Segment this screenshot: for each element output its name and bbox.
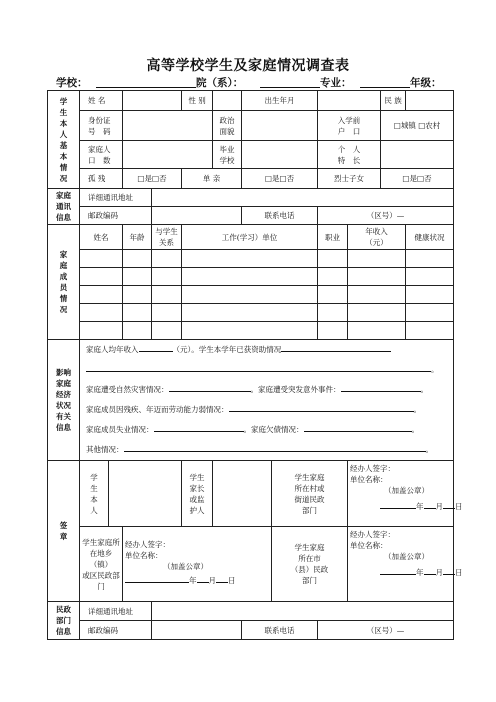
gender-label: 性 别 (182, 91, 213, 111)
town-month-label: 月 (208, 576, 217, 585)
contact-address-label: 详细通讯地址 (80, 189, 152, 207)
school-grad-field[interactable] (242, 141, 318, 169)
member-health-cell[interactable] (406, 268, 454, 286)
school-field[interactable] (96, 87, 196, 88)
member-name-cell[interactable] (80, 322, 123, 340)
street-seal-label: （加盖公章） (384, 486, 430, 495)
income-label: 家庭人均年收入 (86, 345, 139, 354)
member-name-cell[interactable] (80, 250, 123, 268)
header-fields (56, 75, 442, 91)
disaster-label: 家庭遭受自然灾害情况： (86, 385, 169, 394)
member-health-cell[interactable] (406, 322, 454, 340)
other-field[interactable] (124, 443, 426, 452)
town-unit-label: 单位名称： (125, 551, 163, 560)
county-office-sign-block[interactable] (348, 527, 463, 602)
period-1: 。 (431, 365, 439, 374)
member-health-cell[interactable] (406, 286, 454, 304)
member-occupation-cell[interactable] (318, 268, 348, 286)
debt-label: 。家庭欠债情况： (243, 425, 304, 434)
member-name-cell[interactable] (80, 268, 123, 286)
civil-postcode-label: 邮政编码 (80, 621, 152, 640)
disaster-field[interactable] (169, 383, 251, 392)
member-income-cell[interactable] (348, 322, 406, 340)
debt-field[interactable] (304, 423, 412, 432)
form-title: 高等学校学生及家庭情况调查表 (146, 58, 350, 74)
member-occupation-cell[interactable] (318, 322, 348, 340)
unemployment-line (86, 420, 449, 440)
member-health-cell[interactable] (406, 304, 454, 322)
town-office-label: 学生家庭所 在地乡（镇） 或区民政部 门 (80, 527, 123, 602)
street-year-label: 年 (416, 502, 424, 511)
street-month-field[interactable] (424, 500, 436, 509)
id-card-label: 身份证 号 码 (80, 111, 123, 141)
civil-phone-field[interactable]: （区号）— (318, 621, 454, 640)
members-header-income: 年收入 （元） (348, 225, 406, 250)
civil-section-label: 民政 部门 信息 (48, 602, 80, 640)
aid-continue-field[interactable] (86, 363, 431, 372)
school-label: 学校： (56, 77, 88, 89)
member-age-cell[interactable] (123, 268, 152, 286)
member-relation-cell[interactable] (152, 268, 182, 286)
signature-section-label: 签 章 (48, 461, 80, 602)
member-work-cell[interactable] (182, 250, 318, 268)
street-office-label: 学生家庭 所在村或 街道民政 部门 (272, 461, 348, 527)
student-sign-label: 学 生 本 人 (80, 461, 109, 527)
hukou-label: 入学前 户 口 (318, 111, 381, 141)
county-month-label: 月 (435, 568, 444, 577)
guardian-sign-label: 学生 家长 或监 护人 (182, 461, 213, 527)
members-header-work: 工作(学习）单位 (182, 225, 318, 250)
political-label: 政治 面貌 (213, 111, 242, 141)
other-label: 其他情况： (86, 445, 124, 454)
id-card-field[interactable] (123, 111, 213, 141)
member-work-cell[interactable] (182, 268, 318, 286)
civil-address-field[interactable] (152, 602, 454, 621)
members-header-age: 年龄 (123, 225, 152, 250)
income-field[interactable] (139, 343, 173, 352)
member-relation-cell[interactable] (152, 286, 182, 304)
members-header-occupation: 职业 (318, 225, 348, 250)
town-year-label: 年 (189, 576, 197, 585)
town-year-field[interactable] (125, 574, 189, 583)
period-4: 。 (411, 425, 419, 434)
town-agent-label: 经办人签字： (125, 540, 171, 549)
income-line (86, 340, 449, 360)
member-relation-cell[interactable] (152, 250, 182, 268)
school-grad-label: 毕业 学校 (213, 141, 242, 169)
member-work-cell[interactable] (182, 322, 318, 340)
grade-label: 年级： (410, 77, 442, 89)
single-parent-checkbox[interactable]: □是□否 (242, 169, 318, 189)
other-line (86, 440, 449, 460)
economy-content (80, 340, 454, 461)
contact-section-label: 家庭 通讯 信息 (48, 189, 80, 225)
town-seal-label: （加盖公章） (163, 562, 209, 571)
contact-postcode-label: 邮政编码 (80, 207, 152, 225)
member-row (48, 268, 454, 286)
unemployment-label: 家庭成员失业情况： (86, 425, 154, 434)
members-header-health: 健康状况 (406, 225, 454, 250)
economy-section-label: 影响 家庭 经济 状况 有关 信息 (48, 340, 80, 461)
major-field[interactable] (360, 87, 410, 88)
member-age-cell[interactable] (123, 286, 152, 304)
ethnicity-label: 民 族 (381, 91, 406, 111)
member-age-cell[interactable] (123, 250, 152, 268)
orphan-label: 孤 残 (80, 169, 123, 189)
member-work-cell[interactable] (182, 286, 318, 304)
aid-label: （元）。学生本学年已获资助情况 (172, 345, 282, 354)
members-header-relation: 与学生 关系 (152, 225, 182, 250)
member-occupation-cell[interactable] (318, 286, 348, 304)
martyr-child-checkbox[interactable]: □是□否 (381, 169, 454, 189)
major-label: 专业： (320, 77, 352, 89)
name-label: 姓 名 (80, 91, 123, 111)
members-section-label: 家庭成员情况 (48, 225, 80, 340)
college-field[interactable] (260, 87, 320, 88)
political-field[interactable] (242, 111, 318, 141)
student-section-label: 学生本人基本情况 (48, 91, 80, 189)
member-relation-cell[interactable] (152, 322, 182, 340)
member-income-cell[interactable] (348, 250, 406, 268)
contact-phone-label: 联系电话 (242, 207, 318, 225)
civil-address-label: 详细通讯地址 (80, 602, 152, 621)
street-day-label: 日 (455, 502, 463, 511)
county-year-field[interactable] (380, 566, 416, 575)
member-row (48, 286, 454, 304)
member-name-cell[interactable] (80, 304, 123, 322)
street-month-label: 月 (435, 502, 444, 511)
civil-postcode-field[interactable] (152, 621, 242, 640)
disability-field[interactable] (229, 403, 414, 412)
member-work-cell[interactable] (182, 304, 318, 322)
disability-line (86, 400, 449, 420)
county-agent-label: 经办人签字： (350, 530, 396, 539)
orphan-checkbox[interactable]: □是□否 (123, 169, 182, 189)
period-5: 。 (425, 445, 433, 454)
street-year-field[interactable] (380, 500, 416, 509)
civil-phone-label: 联系电话 (242, 621, 318, 640)
accident-field[interactable] (341, 383, 421, 392)
contact-address-field[interactable] (152, 189, 454, 207)
member-occupation-cell[interactable] (318, 250, 348, 268)
contact-postcode-field[interactable] (152, 207, 242, 225)
college-label: 院（系）： (196, 77, 244, 89)
county-year-label: 年 (416, 568, 424, 577)
members-header-name: 姓名 (80, 225, 123, 250)
ethnicity-field[interactable] (406, 91, 454, 111)
guardian-sign-field[interactable] (213, 461, 272, 527)
town-office-sign-block[interactable] (123, 527, 272, 602)
member-income-cell[interactable] (348, 268, 406, 286)
birth-field[interactable] (318, 91, 381, 111)
member-occupation-cell[interactable] (318, 304, 348, 322)
street-office-sign-block[interactable] (348, 461, 463, 527)
martyr-child-label: 烈士子女 (318, 169, 381, 189)
member-name-cell[interactable] (80, 286, 123, 304)
contact-phone-field[interactable]: （区号）— (318, 207, 454, 225)
hukou-options[interactable]: □城镇 □农村 (381, 111, 454, 141)
member-row (48, 304, 454, 322)
town-day-field[interactable] (216, 574, 228, 583)
survey-table (47, 90, 463, 640)
county-unit-label: 单位名称： (350, 541, 388, 550)
county-day-field[interactable] (443, 566, 455, 575)
member-age-cell[interactable] (123, 304, 152, 322)
member-income-cell[interactable] (348, 286, 406, 304)
member-age-cell[interactable] (123, 322, 152, 340)
town-month-field[interactable] (197, 574, 209, 583)
county-day-label: 日 (455, 568, 463, 577)
county-month-field[interactable] (424, 566, 436, 575)
member-row (48, 250, 454, 268)
family-size-label: 家庭人 口 数 (80, 141, 123, 169)
single-parent-label: 单 亲 (182, 169, 242, 189)
county-office-label: 学生家庭 所在市 （县）民政 部门 (272, 527, 348, 602)
student-sign-field[interactable] (109, 461, 182, 527)
street-day-field[interactable] (443, 500, 455, 509)
street-unit-label: 单位名称： (350, 475, 388, 484)
period-2: 。 (420, 385, 428, 394)
family-size-field[interactable] (123, 141, 213, 169)
unemployment-field[interactable] (154, 423, 244, 432)
member-relation-cell[interactable] (152, 304, 182, 322)
period-3: 。 (413, 405, 421, 414)
aid-field[interactable] (281, 343, 391, 352)
disability-label: 家庭成员因残疾、年迈而劳动能力弱情况： (86, 405, 229, 414)
member-row (48, 322, 454, 340)
disaster-line (86, 380, 449, 400)
member-income-cell[interactable] (348, 304, 406, 322)
county-seal-label: （加盖公章） (384, 552, 430, 561)
aid-continue-line (86, 360, 449, 380)
town-day-label: 日 (228, 576, 236, 585)
specialty-label: 个 人 特 长 (318, 141, 381, 169)
street-agent-label: 经办人签字： (350, 464, 396, 473)
gender-field[interactable] (213, 91, 242, 111)
name-field[interactable] (123, 91, 182, 111)
member-health-cell[interactable] (406, 250, 454, 268)
specialty-field[interactable] (381, 141, 454, 169)
birth-label: 出生年月 (242, 91, 318, 111)
accident-label: 。家庭遭受突发意外事件： (250, 385, 341, 394)
